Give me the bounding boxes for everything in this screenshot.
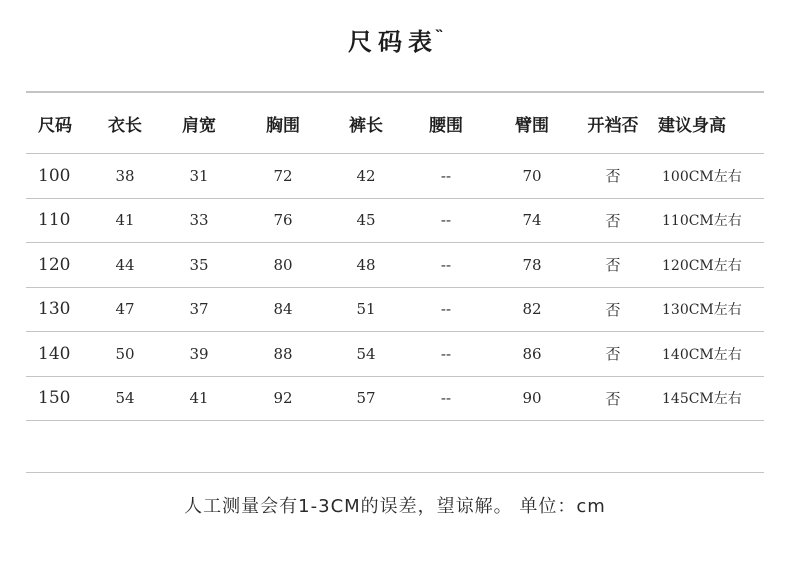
header-chest: 胸围 (236, 93, 330, 154)
table-row (26, 332, 764, 377)
cell-suggested-height: 120CM左右 (652, 243, 764, 288)
header-pants-length: 裤长 (330, 93, 402, 154)
cell-shoulder: 37 (162, 287, 236, 332)
cell-length: 44 (88, 243, 162, 288)
cell-pants-length: 51 (330, 287, 402, 332)
table-row (26, 198, 764, 243)
cell-suggested-height: 140CM左右 (652, 332, 764, 377)
cell-suggested-height: 145CM左右 (652, 376, 764, 421)
cell-pants-length: 45 (330, 198, 402, 243)
table-header-row (26, 93, 764, 154)
cell-arm: 86 (490, 332, 574, 377)
cell-length: 38 (88, 154, 162, 199)
footer-rule (26, 472, 764, 473)
cell-shoulder: 35 (162, 243, 236, 288)
cell-chest: 72 (236, 154, 330, 199)
table-body (26, 154, 764, 421)
cell-size: 110 (26, 198, 88, 243)
cell-pants-length: 57 (330, 376, 402, 421)
cell-chest: 88 (236, 332, 330, 377)
cell-shoulder: 31 (162, 154, 236, 199)
header-shoulder: 肩宽 (162, 93, 236, 154)
cell-waist: -- (402, 287, 490, 332)
cell-open-crotch: 否 (574, 198, 652, 243)
cell-shoulder: 41 (162, 376, 236, 421)
cell-shoulder: 39 (162, 332, 236, 377)
cell-suggested-height: 100CM左右 (652, 154, 764, 199)
cell-open-crotch: 否 (574, 376, 652, 421)
cell-waist: -- (402, 243, 490, 288)
cell-open-crotch: 否 (574, 332, 652, 377)
header-open-crotch: 开裆否 (574, 93, 652, 154)
measurement-note: 人工测量会有1-3CM的误差，望谅解。 单位：cm (184, 496, 606, 517)
cell-size: 150 (26, 376, 88, 421)
cell-shoulder: 33 (162, 198, 236, 243)
cell-suggested-height: 130CM左右 (652, 287, 764, 332)
cell-open-crotch: 否 (574, 287, 652, 332)
size-table (26, 93, 764, 421)
cell-length: 50 (88, 332, 162, 377)
header-length: 衣长 (88, 93, 162, 154)
cell-size: 100 (26, 154, 88, 199)
cell-chest: 76 (236, 198, 330, 243)
cell-length: 54 (88, 376, 162, 421)
header-arm: 臂围 (490, 93, 574, 154)
cell-chest: 92 (236, 376, 330, 421)
cell-arm: 90 (490, 376, 574, 421)
cell-arm: 70 (490, 154, 574, 199)
cell-length: 41 (88, 198, 162, 243)
header-waist: 腰围 (402, 93, 490, 154)
page-title (0, 18, 790, 57)
cell-arm: 74 (490, 198, 574, 243)
header-size: 尺码 (26, 93, 88, 154)
cell-chest: 84 (236, 287, 330, 332)
cell-pants-length: 48 (330, 243, 402, 288)
title-text: 尺码表 (348, 28, 438, 56)
cell-chest: 80 (236, 243, 330, 288)
cell-pants-length: 54 (330, 332, 402, 377)
cell-arm: 78 (490, 243, 574, 288)
table-row (26, 243, 764, 288)
cell-size: 140 (26, 332, 88, 377)
cell-waist: -- (402, 154, 490, 199)
table-row (26, 154, 764, 199)
cell-open-crotch: 否 (574, 154, 652, 199)
header-suggested-height: 建议身高 (652, 93, 764, 154)
table-row (26, 376, 764, 421)
cell-suggested-height: 110CM左右 (652, 198, 764, 243)
cell-length: 47 (88, 287, 162, 332)
cell-waist: -- (402, 376, 490, 421)
cell-size: 120 (26, 243, 88, 288)
table-row (26, 287, 764, 332)
cell-waist: -- (402, 198, 490, 243)
cell-size: 130 (26, 287, 88, 332)
cell-waist: -- (402, 332, 490, 377)
cell-arm: 82 (490, 287, 574, 332)
cell-pants-length: 42 (330, 154, 402, 199)
title-tick-mark: ˵ (436, 18, 442, 39)
cell-open-crotch: 否 (574, 243, 652, 288)
